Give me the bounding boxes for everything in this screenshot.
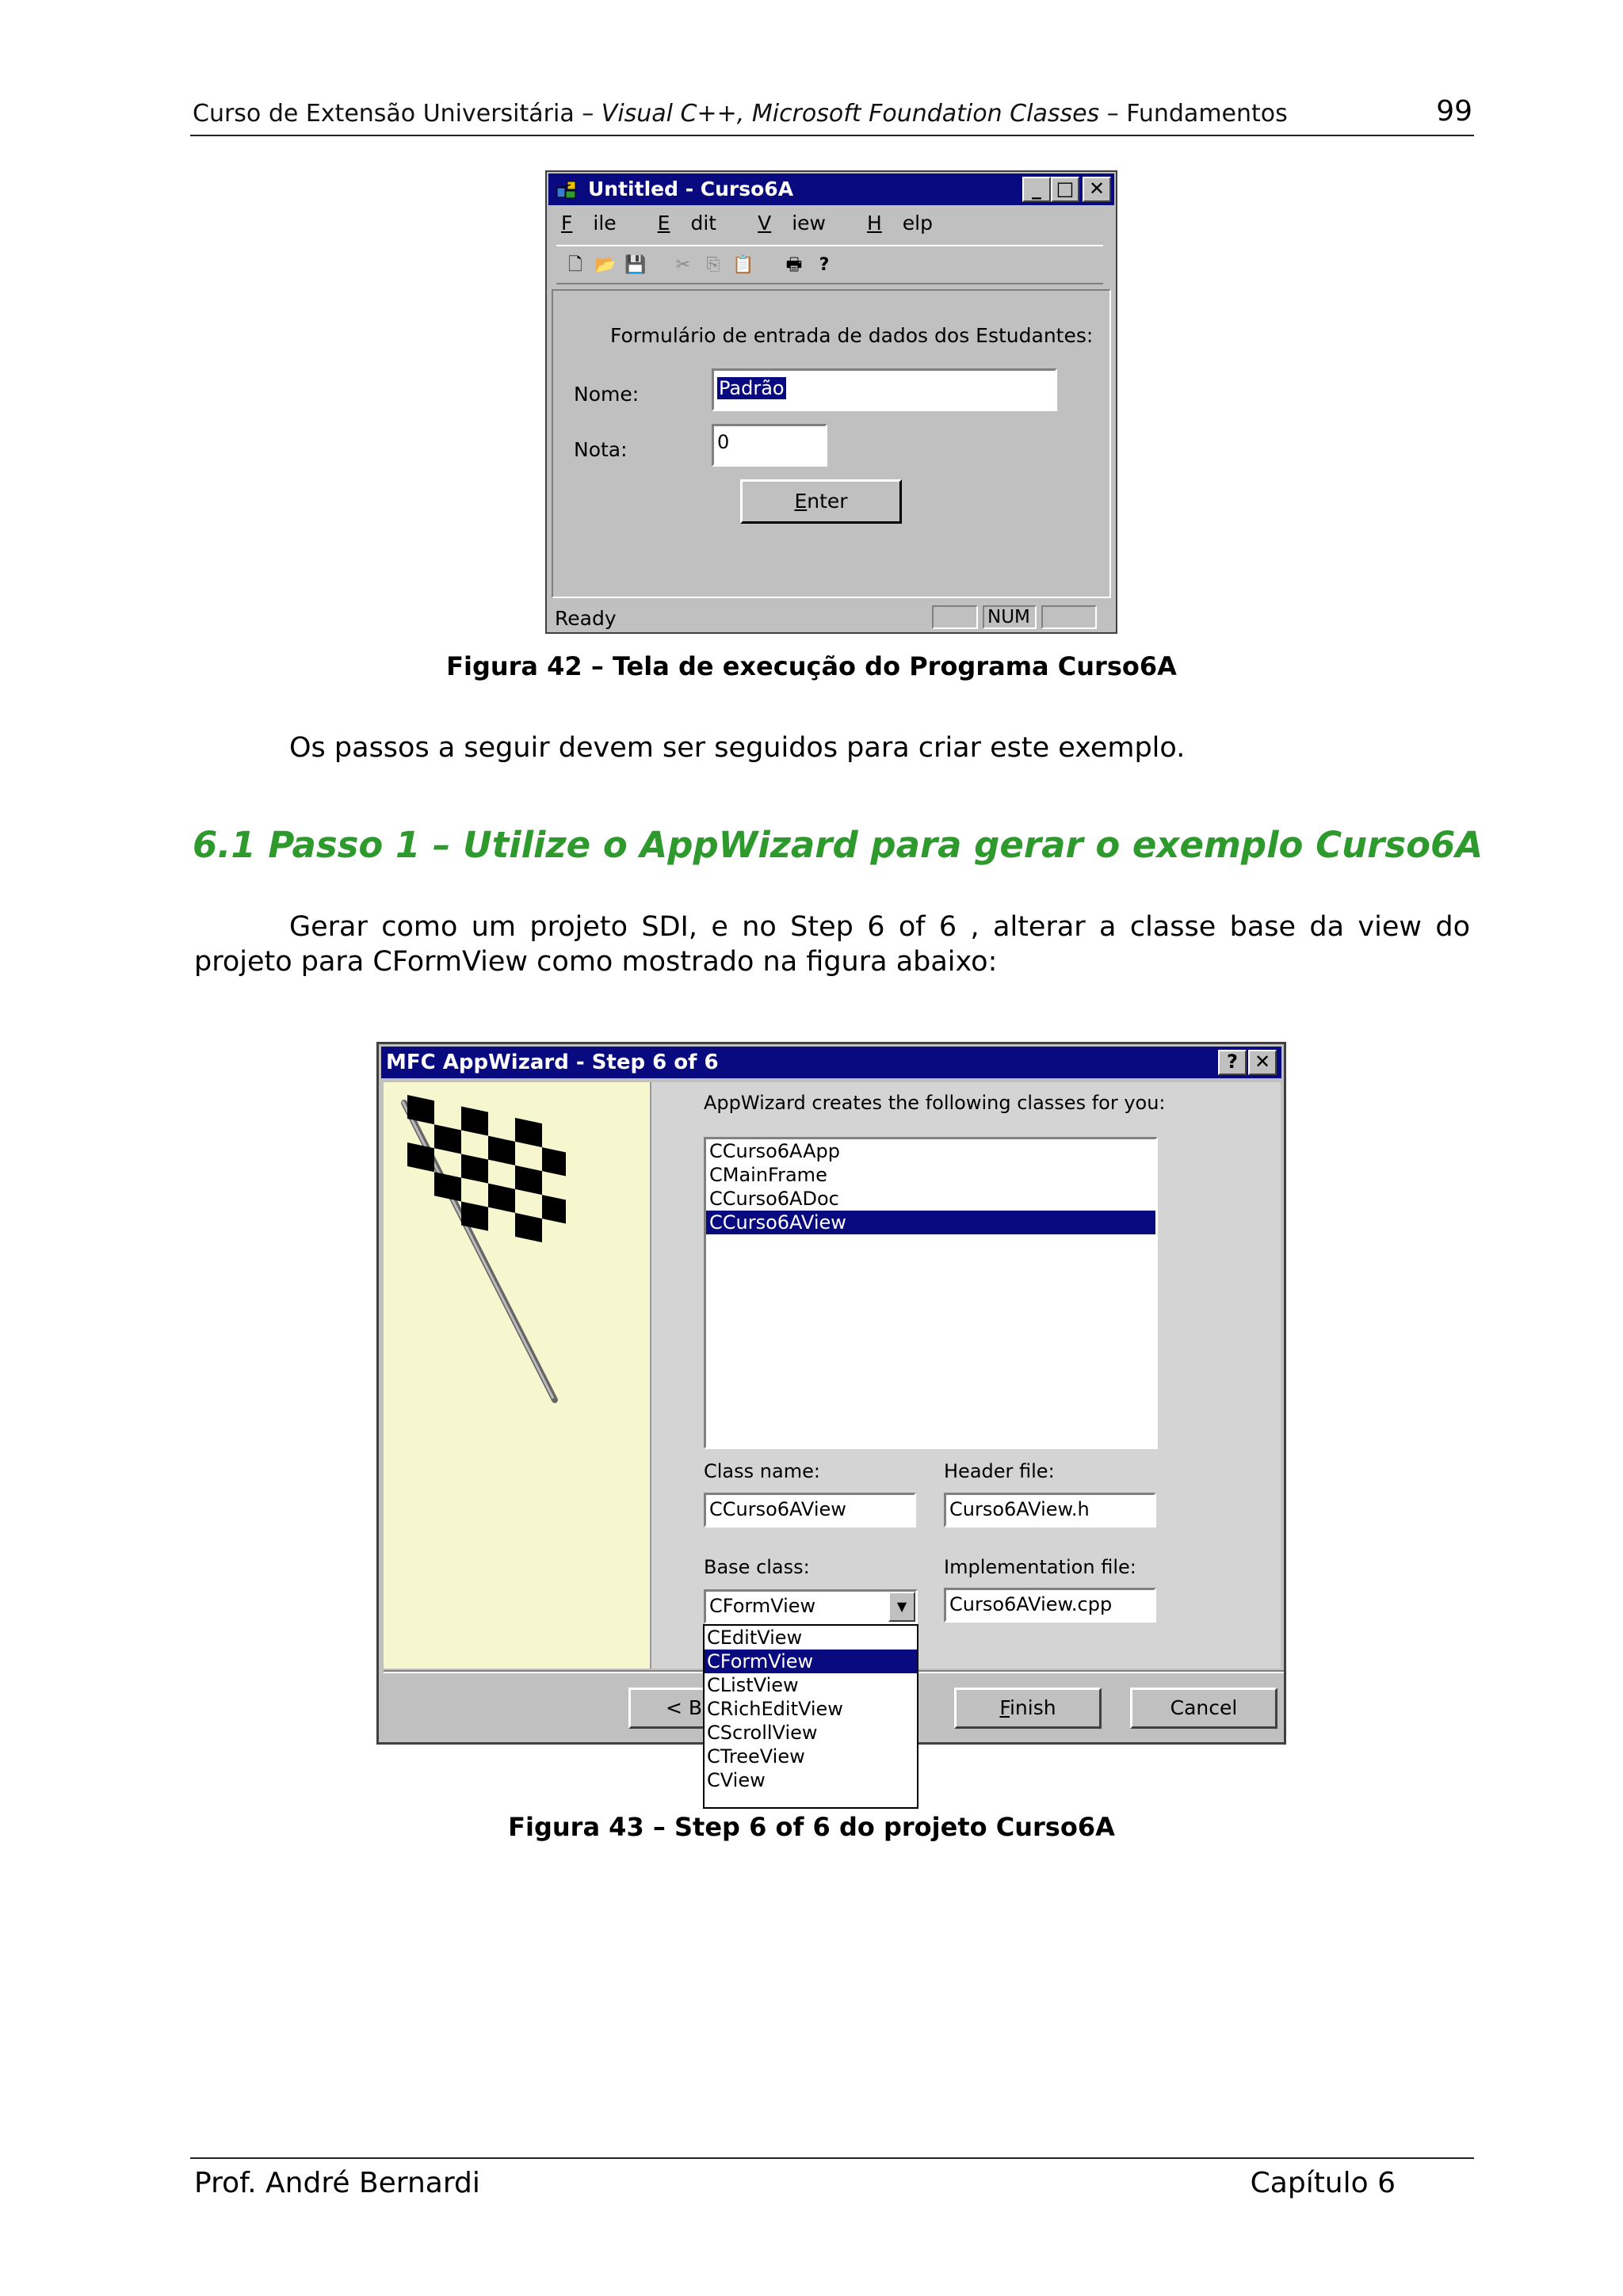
nome-input[interactable] — [712, 368, 1057, 411]
page-number: 99 — [1436, 95, 1472, 128]
finish-button[interactable]: Finish — [954, 1688, 1102, 1729]
figure42-caption: Figura 42 – Tela de execução do Programa Curso6A — [446, 651, 1177, 681]
classes-label: AppWizard creates the following classes for you: — [704, 1092, 1166, 1114]
curso6a-window — [545, 170, 1117, 634]
dropdown-option[interactable]: CView — [707, 1769, 766, 1791]
cancel-button[interactable]: Cancel — [1130, 1688, 1277, 1729]
dropdown-option[interactable]: CEditView — [707, 1627, 803, 1649]
enter-button[interactable]: Enter — [740, 479, 902, 524]
class-name-label: Class name: — [704, 1460, 820, 1482]
dropdown-option[interactable]: CListView — [707, 1674, 799, 1696]
intro-paragraph: Os passos a seguir devem ser seguidos para criar este exemplo. — [289, 732, 1186, 764]
header-prefix: Curso de Extensão Universitária – — [193, 100, 601, 128]
app-title-bar[interactable] — [548, 174, 1114, 205]
copy-icon[interactable]: ⎘ — [706, 255, 720, 275]
figure43-caption: Figura 43 – Step 6 of 6 do projeto Curso6A — [508, 1812, 1115, 1842]
app-icon — [555, 178, 579, 200]
open-folder-icon[interactable]: 📂 — [594, 255, 617, 275]
footer-author: Prof. André Bernardi — [194, 2167, 480, 2199]
section-paragraph-line1: Gerar como um projeto SDI, e no Step 6 of 6 , alterar a classe base da view do — [289, 911, 1470, 943]
status-num: NUM — [983, 605, 1037, 629]
status-cell-scrl — [1041, 605, 1097, 629]
dropdown-option[interactable]: CRichEditView — [707, 1698, 843, 1720]
nome-label: Nome: — [574, 383, 640, 406]
appwizard-dialog — [376, 1042, 1286, 1791]
nota-label: Nota: — [574, 438, 628, 461]
menu-bar — [561, 212, 974, 235]
maximize-button[interactable]: □ — [1051, 177, 1079, 202]
list-item[interactable]: CCurso6AApp — [709, 1140, 841, 1162]
running-header — [193, 100, 1288, 128]
base-class-combo[interactable] — [704, 1589, 918, 1624]
menu-file[interactable]: F ile — [561, 212, 617, 235]
new-file-icon[interactable]: 🗋 — [568, 255, 582, 275]
list-item[interactable]: CCurso6ADoc — [709, 1188, 839, 1210]
section-paragraph-line2: projeto para CFormView como mostrado na figura abaixo: — [194, 946, 998, 978]
dropdown-option[interactable]: CScrollView — [707, 1722, 818, 1744]
class-name-field[interactable]: CCurso6AView — [704, 1493, 916, 1527]
save-icon[interactable]: 💾 — [624, 255, 647, 275]
header-file-field[interactable]: Curso6AView.h — [944, 1493, 1156, 1527]
form-heading: Formulário de entrada de dados dos Estudantes: — [610, 324, 1094, 347]
header-file-label: Header file: — [944, 1460, 1055, 1482]
wizard-title: MFC AppWizard - Step 6 of 6 — [386, 1051, 719, 1074]
base-class-label: Base class: — [704, 1556, 810, 1578]
header-suffix: – Fundamentos — [1099, 100, 1288, 128]
form-area — [552, 289, 1111, 598]
header-italic: Visual C++, Microsoft Foundation Classes — [601, 100, 1100, 128]
nota-input[interactable] — [712, 424, 827, 467]
minimize-button[interactable]: _ — [1022, 177, 1051, 202]
dropdown-option[interactable]: CTreeView — [707, 1745, 805, 1768]
menu-help[interactable]: H elp — [866, 212, 933, 235]
help-question-button[interactable]: ? — [1218, 1050, 1247, 1075]
section-heading: 6.1 Passo 1 – Utilize o AppWizard para gerar o exemplo Curso6A — [193, 824, 1484, 866]
paste-icon[interactable]: 📋 — [732, 255, 754, 275]
list-item[interactable]: CMainFrame — [709, 1164, 827, 1186]
toolbar — [556, 245, 1103, 284]
checkered-flag-icon — [388, 1087, 650, 1420]
classes-listbox[interactable] — [704, 1137, 1158, 1449]
header-rule — [190, 135, 1474, 136]
flag-illustration-panel — [384, 1082, 651, 1669]
list-item-selected[interactable]: CCurso6AView — [706, 1211, 1155, 1234]
back-button[interactable]: < B — [628, 1688, 739, 1729]
impl-file-label: Implementation file: — [944, 1556, 1136, 1578]
footer-chapter: Capítulo 6 — [1250, 2167, 1396, 2199]
cut-icon[interactable]: ✂ — [675, 255, 691, 275]
chevron-down-icon[interactable]: ▼ — [888, 1592, 915, 1622]
print-icon[interactable]: 🖶 — [785, 255, 803, 275]
status-cell-empty — [932, 605, 978, 629]
footer-rule — [190, 2157, 1474, 2159]
close-button[interactable]: ✕ — [1083, 177, 1111, 202]
base-class-value: CFormView — [709, 1595, 816, 1617]
app-title: Untitled - Curso6A — [588, 177, 794, 200]
close-button[interactable]: ✕ — [1248, 1050, 1277, 1075]
base-class-dropdown[interactable] — [703, 1624, 918, 1809]
menu-edit[interactable]: E dit — [657, 212, 717, 235]
wizard-title-bar[interactable] — [381, 1047, 1281, 1078]
dropdown-option-selected[interactable]: CFormView — [705, 1650, 917, 1673]
nota-value: 0 — [717, 431, 730, 453]
nome-value: Padrão — [719, 377, 785, 399]
impl-file-field[interactable]: Curso6AView.cpp — [944, 1588, 1156, 1623]
status-bar — [552, 604, 1111, 631]
menu-view[interactable]: V iew — [758, 212, 826, 235]
help-icon[interactable]: ? — [819, 255, 830, 275]
status-text: Ready — [555, 607, 617, 630]
